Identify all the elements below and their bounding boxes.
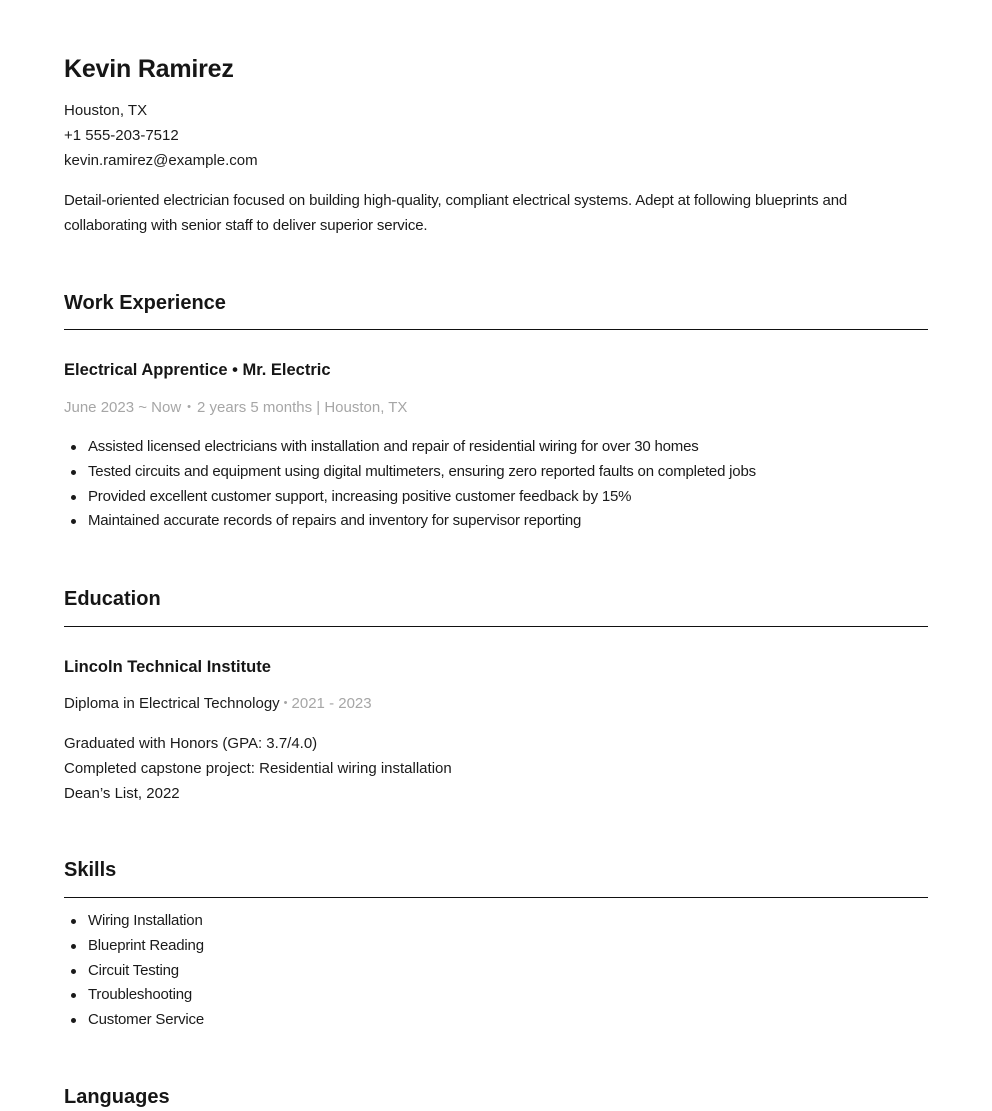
education-meta bbox=[64, 692, 372, 715]
job-bullets bbox=[64, 435, 756, 534]
degree: Diploma in Electrical Technology bbox=[64, 695, 280, 712]
section-title-skills: Skills bbox=[64, 859, 117, 881]
candidate-name: Kevin Ramirez bbox=[64, 55, 234, 83]
school-name: Lincoln Technical Institute bbox=[64, 658, 271, 676]
separator-dot: • bbox=[187, 401, 192, 413]
location: Houston, TX bbox=[64, 102, 148, 119]
job-meta bbox=[64, 396, 407, 419]
education-details bbox=[64, 731, 452, 806]
skill-item: Circuit Testing bbox=[64, 959, 204, 984]
list-item: Assisted licensed electricians with installation and repair of residential wiring for over 30 homes bbox=[64, 435, 756, 460]
skill-item: Blueprint Reading bbox=[64, 934, 204, 959]
list-item: Provided excellent customer support, increasing positive customer feedback by 15% bbox=[64, 485, 756, 510]
list-item: Maintained accurate records of repairs and inventory for supervisor reporting bbox=[64, 509, 756, 534]
list-item: Tested circuits and equipment using digital multimeters, ensuring zero reported faults on completed jobs bbox=[64, 460, 756, 485]
skill-item: Wiring Installation bbox=[64, 909, 204, 934]
phone: +1 555-203-7512 bbox=[64, 127, 179, 144]
section-title-education: Education bbox=[64, 588, 161, 610]
section-title-work-experience: Work Experience bbox=[64, 292, 226, 314]
separator-dot: • bbox=[283, 697, 288, 709]
education-detail: Graduated with Honors (GPA: 3.7/4.0) bbox=[64, 735, 318, 752]
job-dates: June 2023 ~ Now bbox=[64, 399, 182, 416]
section-title-languages: Languages bbox=[64, 1086, 170, 1108]
section-divider bbox=[64, 897, 928, 898]
summary: Detail-oriented electrician focused on building high-quality, compliant electrical systems. Adept at following blueprints and collaborating with senior staff to deliver superior service. bbox=[64, 192, 848, 234]
job-duration-location: 2 years 5 months | Houston, TX bbox=[197, 399, 408, 416]
section-divider bbox=[64, 626, 928, 627]
email: kevin.ramirez@example.com bbox=[64, 152, 258, 169]
skills-list bbox=[64, 909, 204, 1033]
skill-item: Troubleshooting bbox=[64, 983, 204, 1008]
education-detail: Dean’s List, 2022 bbox=[64, 785, 180, 802]
section-divider bbox=[64, 329, 928, 330]
contact-info bbox=[64, 98, 258, 173]
skill-item: Customer Service bbox=[64, 1008, 204, 1033]
education-years: 2021 - 2023 bbox=[291, 695, 372, 712]
education-detail: Completed capstone project: Residential wiring installation bbox=[64, 760, 452, 777]
job-title: Electrical Apprentice • Mr. Electric bbox=[64, 361, 331, 379]
